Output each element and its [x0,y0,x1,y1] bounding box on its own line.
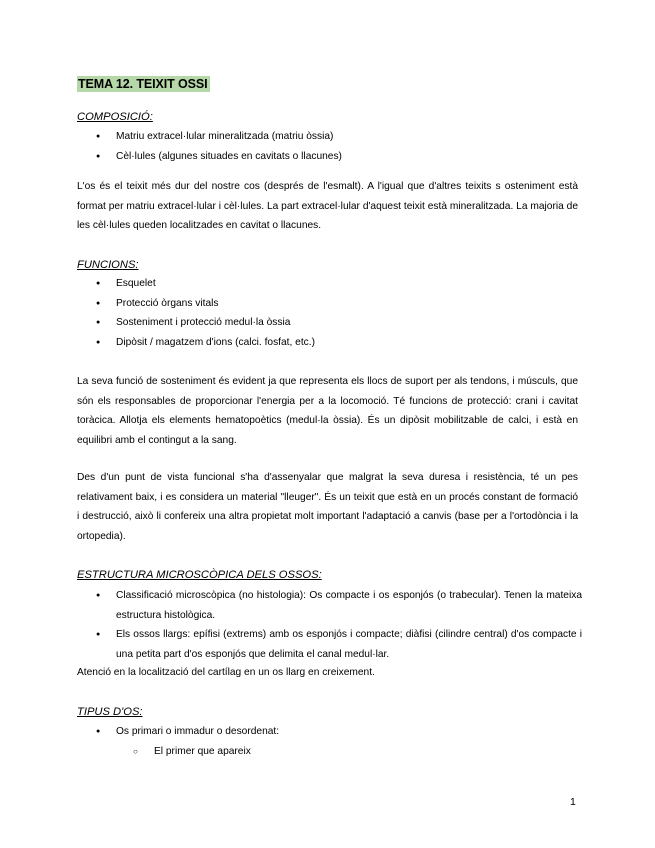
estructura-note: Atenció en la localització del cartílag en un os llarg en creixement. [77,667,375,678]
tipus-list [77,722,582,742]
paragraph-funcional: Des d'un punt de vista funcional s'ha d'assenyalar que malgrat la seva duresa i resistència, té un pes relativament baix, i es considera un material "lleuger". És un teixit que està en un procés constant de formació i destrucció, això li confereix una altra propietat molt important l'adaptació a canvis (base per a l'ortodòncia i la ortopedia). [77,472,578,542]
page-number: 1 [570,796,576,808]
list-item: ● Cèl·lules (algunes situades en cavitats o llacunes) [77,147,582,167]
estructura-heading: ESTRUCTURA MICROSCÒPICA DELS OSSOS: [77,569,322,581]
estructura-list [77,586,582,664]
composicio-list [77,127,582,166]
list-item: ● Sosteniment i protecció medul·la òssia [77,313,582,333]
document-title: TEMA 12. TEIXIT OSSI [78,77,208,91]
intro-paragraph: L'os és el teixit més dur del nostre cos (després de l'esmalt). A l'igual que d'altres teixits s osteniment està format per matriu extracel·lular i cèl·lules. La part extracel·lular d'aquest teixit està mineralitzada. La majoria de les cèl·lules queden localitzades en cavitat o llacunes. [77,181,578,231]
paragraph-sosteniment: La seva funció de sosteniment és evident ja que representa els llocs de suport per als tendons, i músculs, que són els responsables de proporcionar l'energia per a la locomoció. Té funcions de protecció: crani i cavitat toràcica. Allotja els elements hematopoètics (medul·la òssia). És un dipòsit mobilitzable de calci, i està en equilibri amb el contingut a la sang. [77,376,578,446]
funcions-list [77,274,582,352]
tipus-sublist [116,742,251,762]
funcions-heading: FUNCIONS: [77,259,139,271]
list-item: ● Classificació microscòpica (no histologia): Os compacte i os esponjós (o trabecular). Tenen la mateixa estructura histològica. [77,586,582,625]
list-item: ● Dipòsit / magatzem d'ions (calci. fosfat, etc.) [77,333,582,353]
list-item: ● Esquelet [77,274,582,294]
list-item: ● Matriu extracel·lular mineralitzada (matriu òssia) [77,127,582,147]
list-item: ● Els ossos llargs: epífisi (extrems) amb os esponjós i compacte; diàfisi (cilindre central) d'os compacte i una petita part d'os esponjós que delimita el canal medul·lar. [77,625,582,664]
sublist-item: ○ El primer que apareix [116,742,251,762]
tipus-heading: TIPUS D'OS: [77,706,143,718]
list-item: ● Protecció òrgans vitals [77,294,582,314]
list-item: ● Os primari o immadur o desordenat: [77,722,582,742]
composicio-heading: COMPOSICIÓ: [77,111,153,123]
